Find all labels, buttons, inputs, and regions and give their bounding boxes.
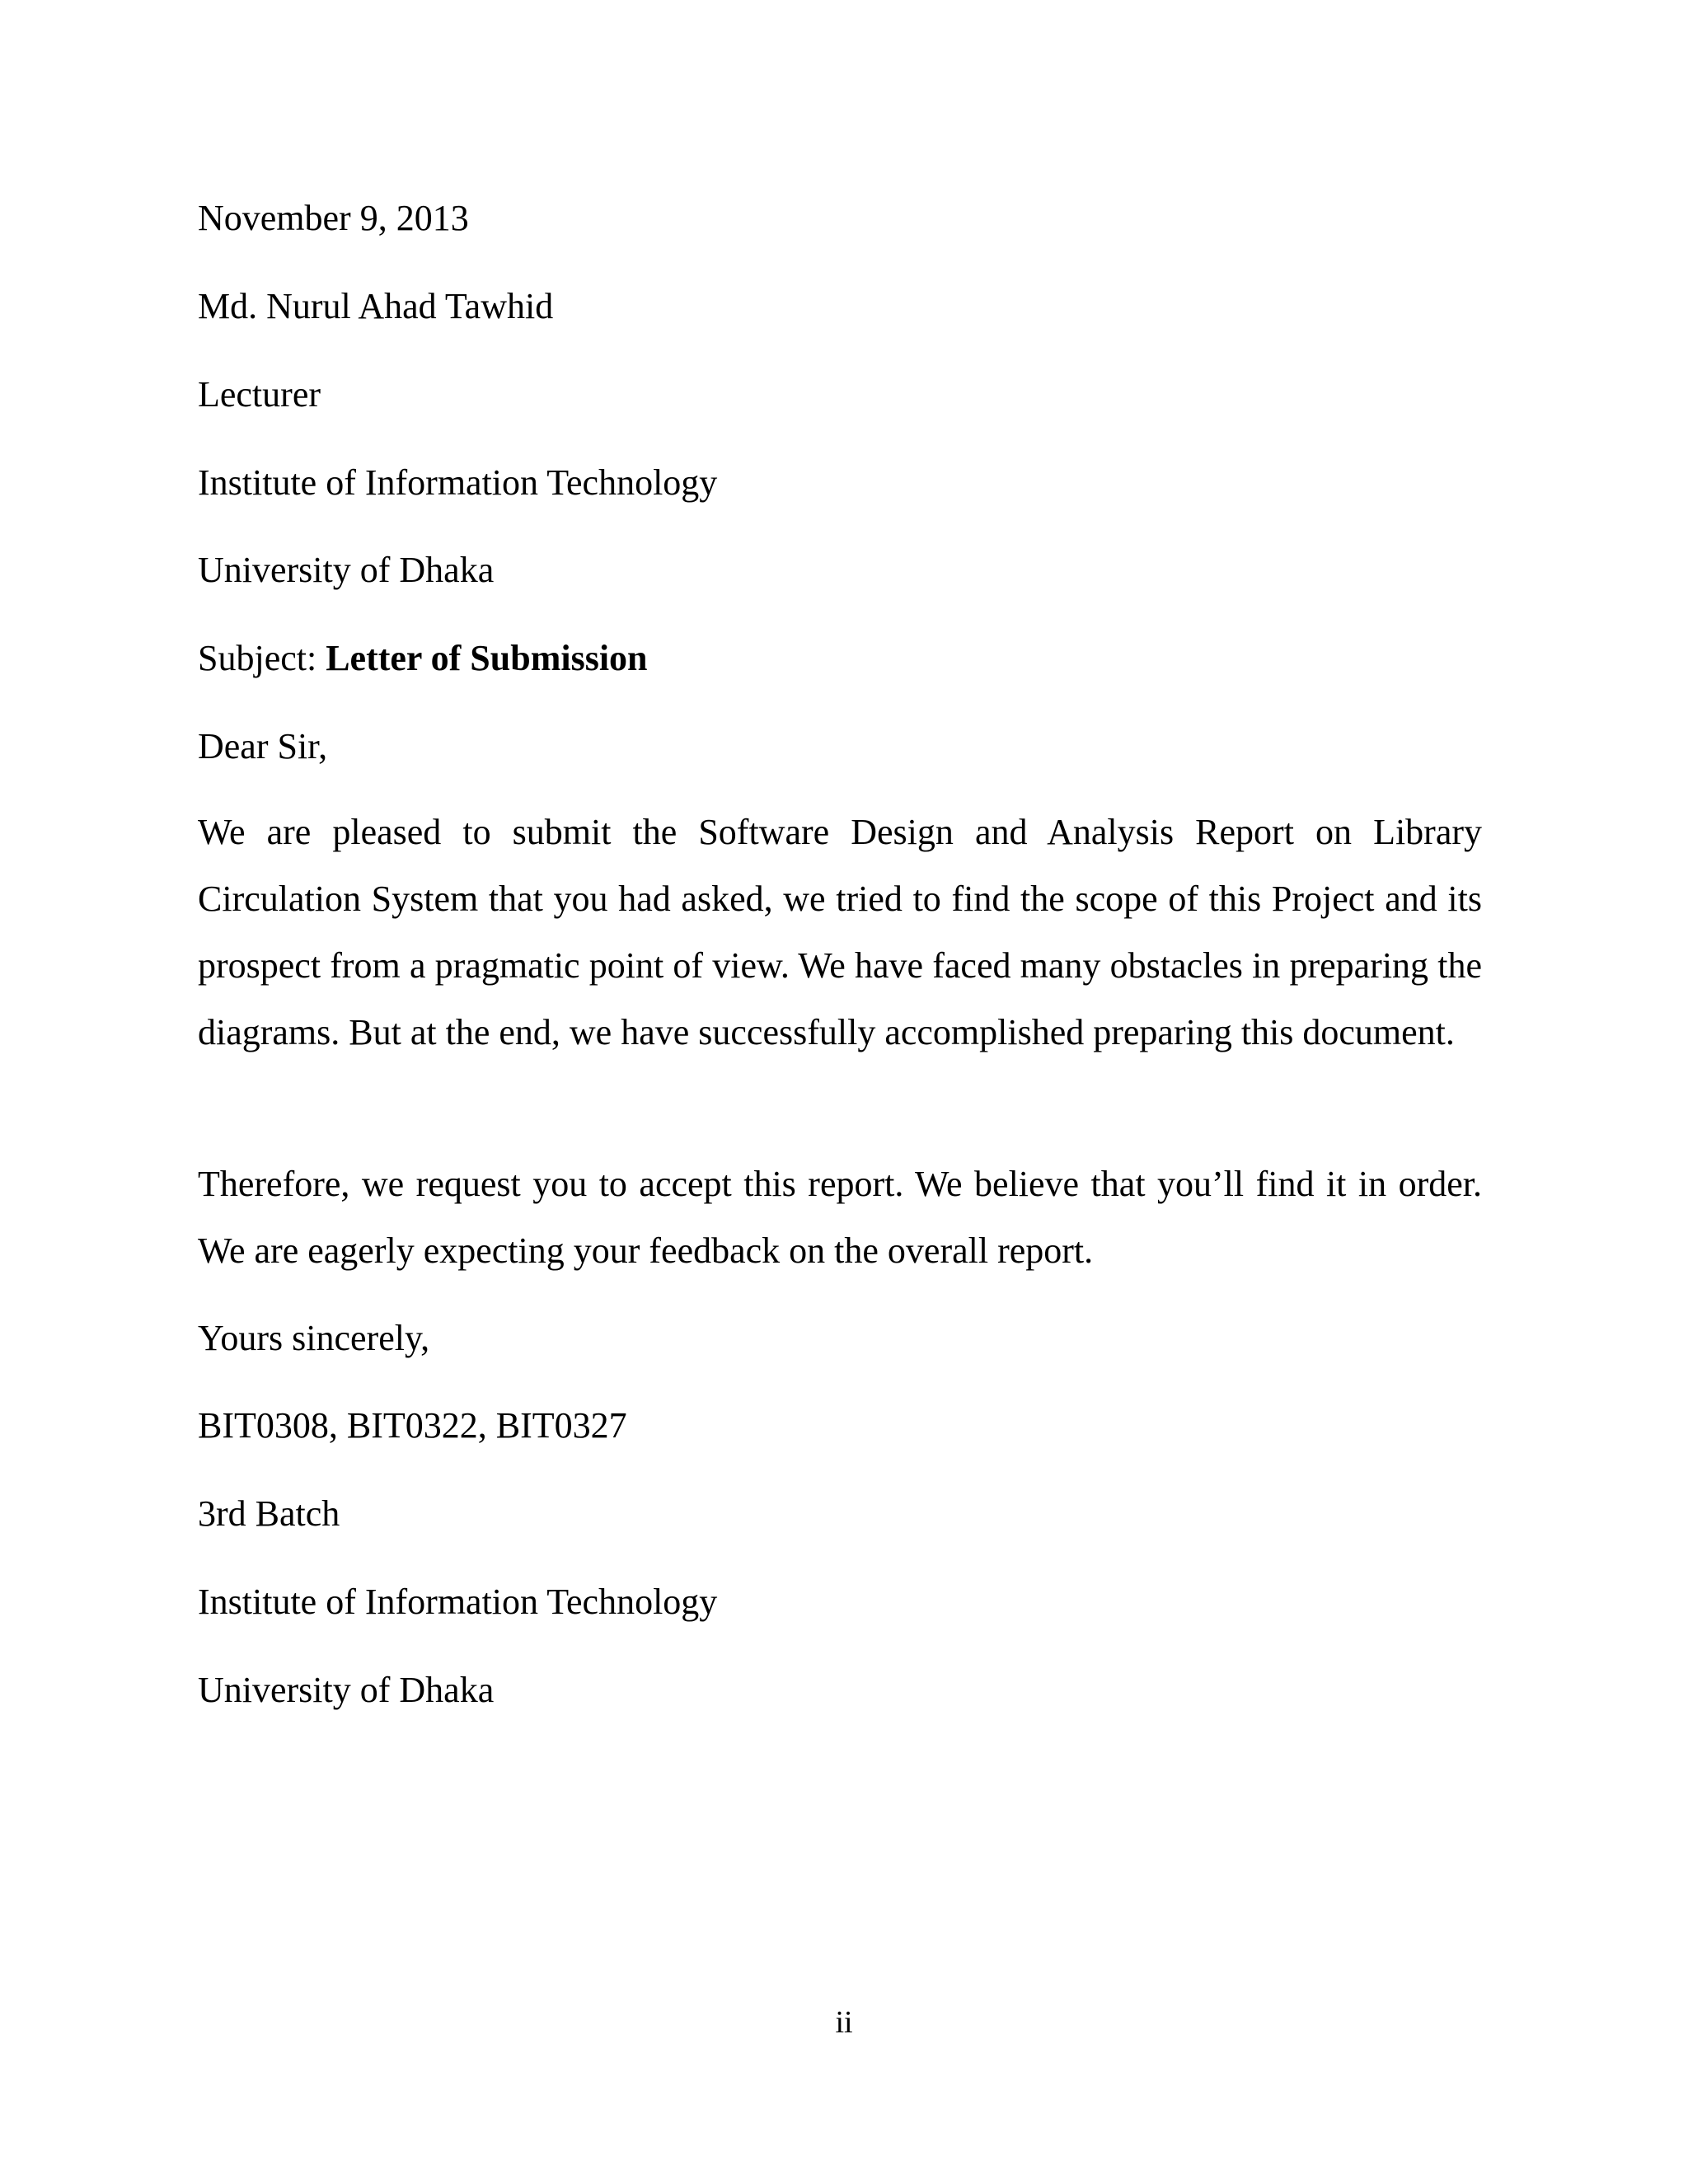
subject-value: Letter of Submission <box>326 638 648 678</box>
recipient-title: Lecturer <box>198 374 321 415</box>
closing: Yours sincerely, <box>198 1318 430 1358</box>
letter-date: November 9, 2013 <box>198 198 469 238</box>
subject-label: Subject: <box>198 638 326 678</box>
subject-line <box>198 640 648 677</box>
body-paragraph-2: Therefore, we request you to accept this report. We believe that you’ll find it in order. We are eagerly expecting your feedback on the overall report. <box>198 1164 1482 1271</box>
sender-batch: 3rd Batch <box>198 1493 340 1534</box>
sender-institute: Institute of Information Technology <box>198 1582 718 1622</box>
salutation: Dear Sir, <box>198 726 328 766</box>
recipient-institute: Institute of Information Technology <box>198 462 718 503</box>
recipient-university: University of Dhaka <box>198 550 495 590</box>
body-paragraph-1: We are pleased to submit the Software Design and Analysis Report on Library Circulation System that you had asked, we tried to find the scope of this Project and its prospect from a pragmatic point of view. We have faced many obstacles in preparing the diagrams. But at the end, we have successfully accomplished preparing this document. <box>198 812 1482 1052</box>
page-number: ii <box>835 2005 853 2040</box>
sender-university: University of Dhaka <box>198 1670 495 1710</box>
recipient-name: Md. Nurul Ahad Tawhid <box>198 286 554 326</box>
sender-ids: BIT0308, BIT0322, BIT0327 <box>198 1405 627 1446</box>
